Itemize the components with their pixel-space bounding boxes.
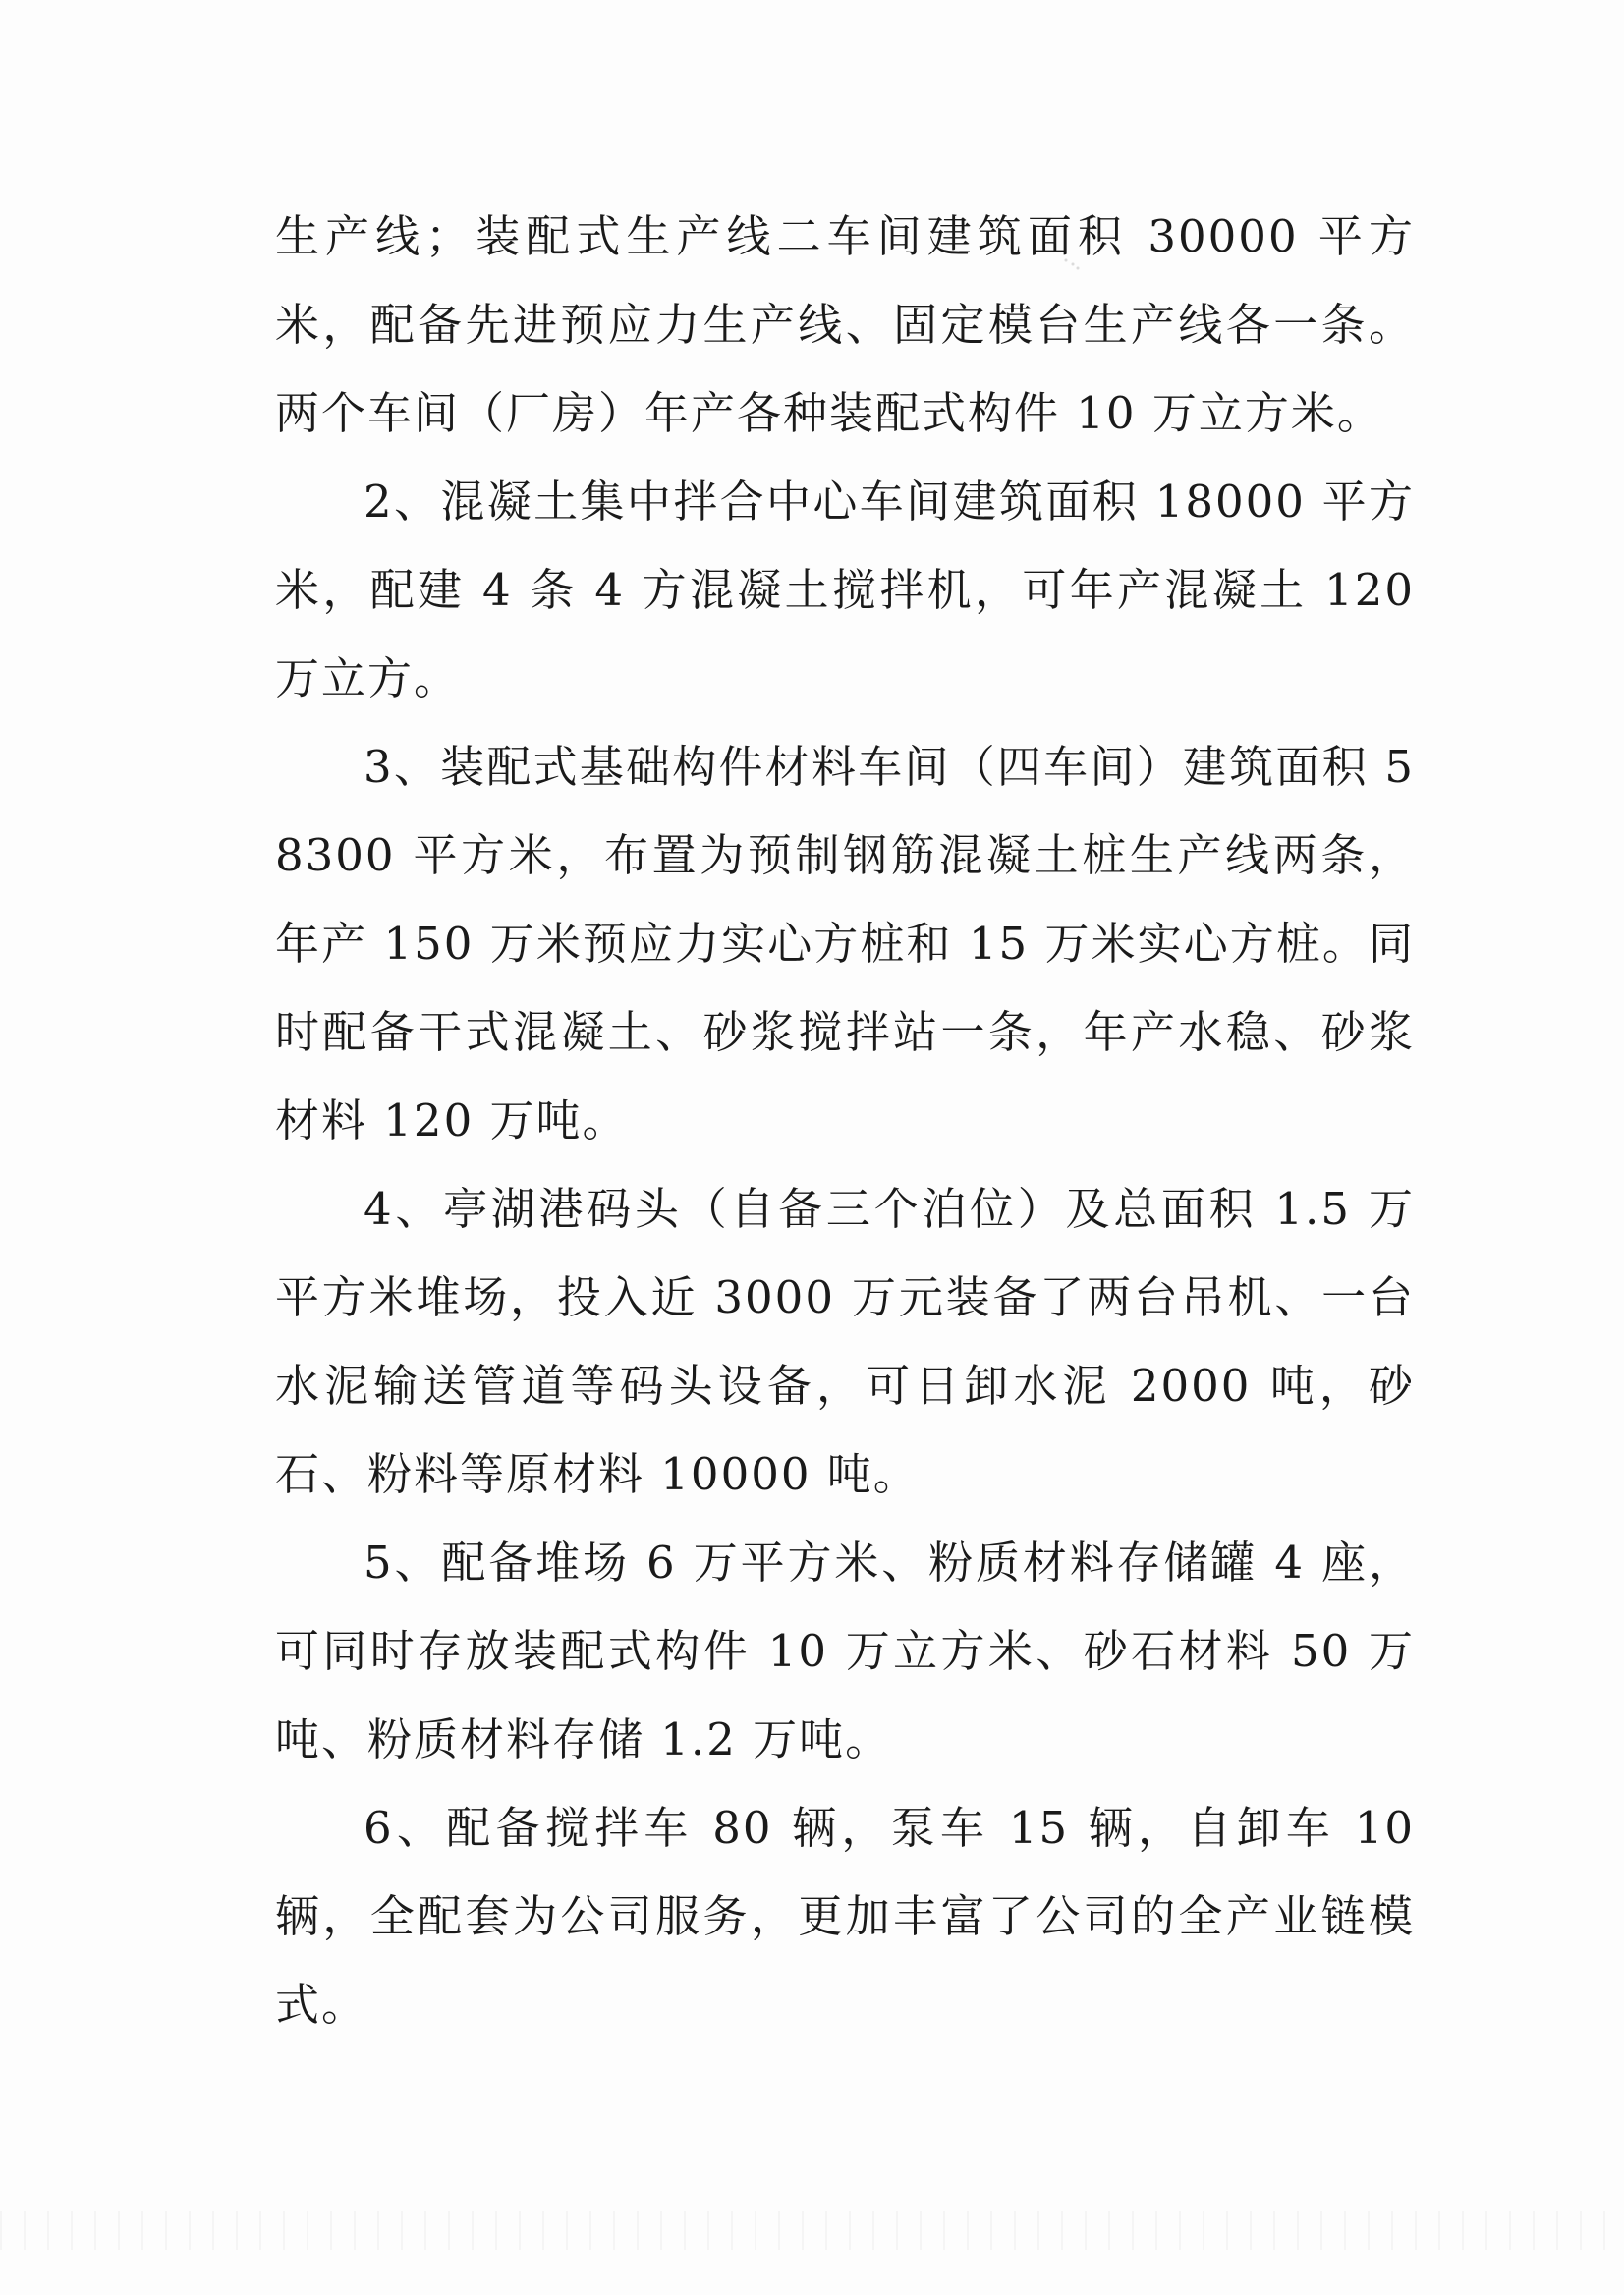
paragraph-item-2: 2、混凝土集中拌合中心车间建筑面积 18000 平方米，配建 4 条 4 方混凝土搅拌机，可年产混凝土 120 万立方。 xyxy=(275,476,1415,704)
paragraph-item-6: 6、配备搅拌车 80 辆，泵车 15 辆，自卸车 10 辆，全配套为公司服务，更加丰富了公司的全产业链模式。 xyxy=(275,1802,1415,2031)
paragraph-item-3: 3、装配式基础构件材料车间（四车间）建筑面积 58300 平方米，布置为预制钢筋混凝土桩生产线两条，年产 150 万米预应力实心方桩和 15 万米实心方桩。同时配备干式混凝土、砂浆搅拌站一条，年产水稳、砂浆材料 120 万吨。 xyxy=(275,741,1415,1147)
paragraph-continuation: 生产线；装配式生产线二车间建筑面积 30000 平方米，配备先进预应力生产线、固定模台生产线各一条。两个车间（厂房）年产各种装配式构件 10 万立方米。 xyxy=(275,210,1415,439)
paragraph-item-4: 4、亭湖港码头（自备三个泊位）及总面积 1.5 万平方米堆场，投入近 3000 万元装备了两台吊机、一台水泥输送管道等码头设备，可日卸水泥 2000 吨，砂石、粉料等原材料 10000 吨。 xyxy=(275,1183,1415,1500)
document-body xyxy=(275,193,1415,2049)
scan-bottom-noise xyxy=(0,2211,1624,2250)
paragraph-item-5: 5、配备堆场 6 万平方米、粉质材料存储罐 4 座，可同时存放装配式构件 10 万立方米、砂石材料 50 万吨、粉质材料存储 1.2 万吨。 xyxy=(275,1537,1415,1765)
